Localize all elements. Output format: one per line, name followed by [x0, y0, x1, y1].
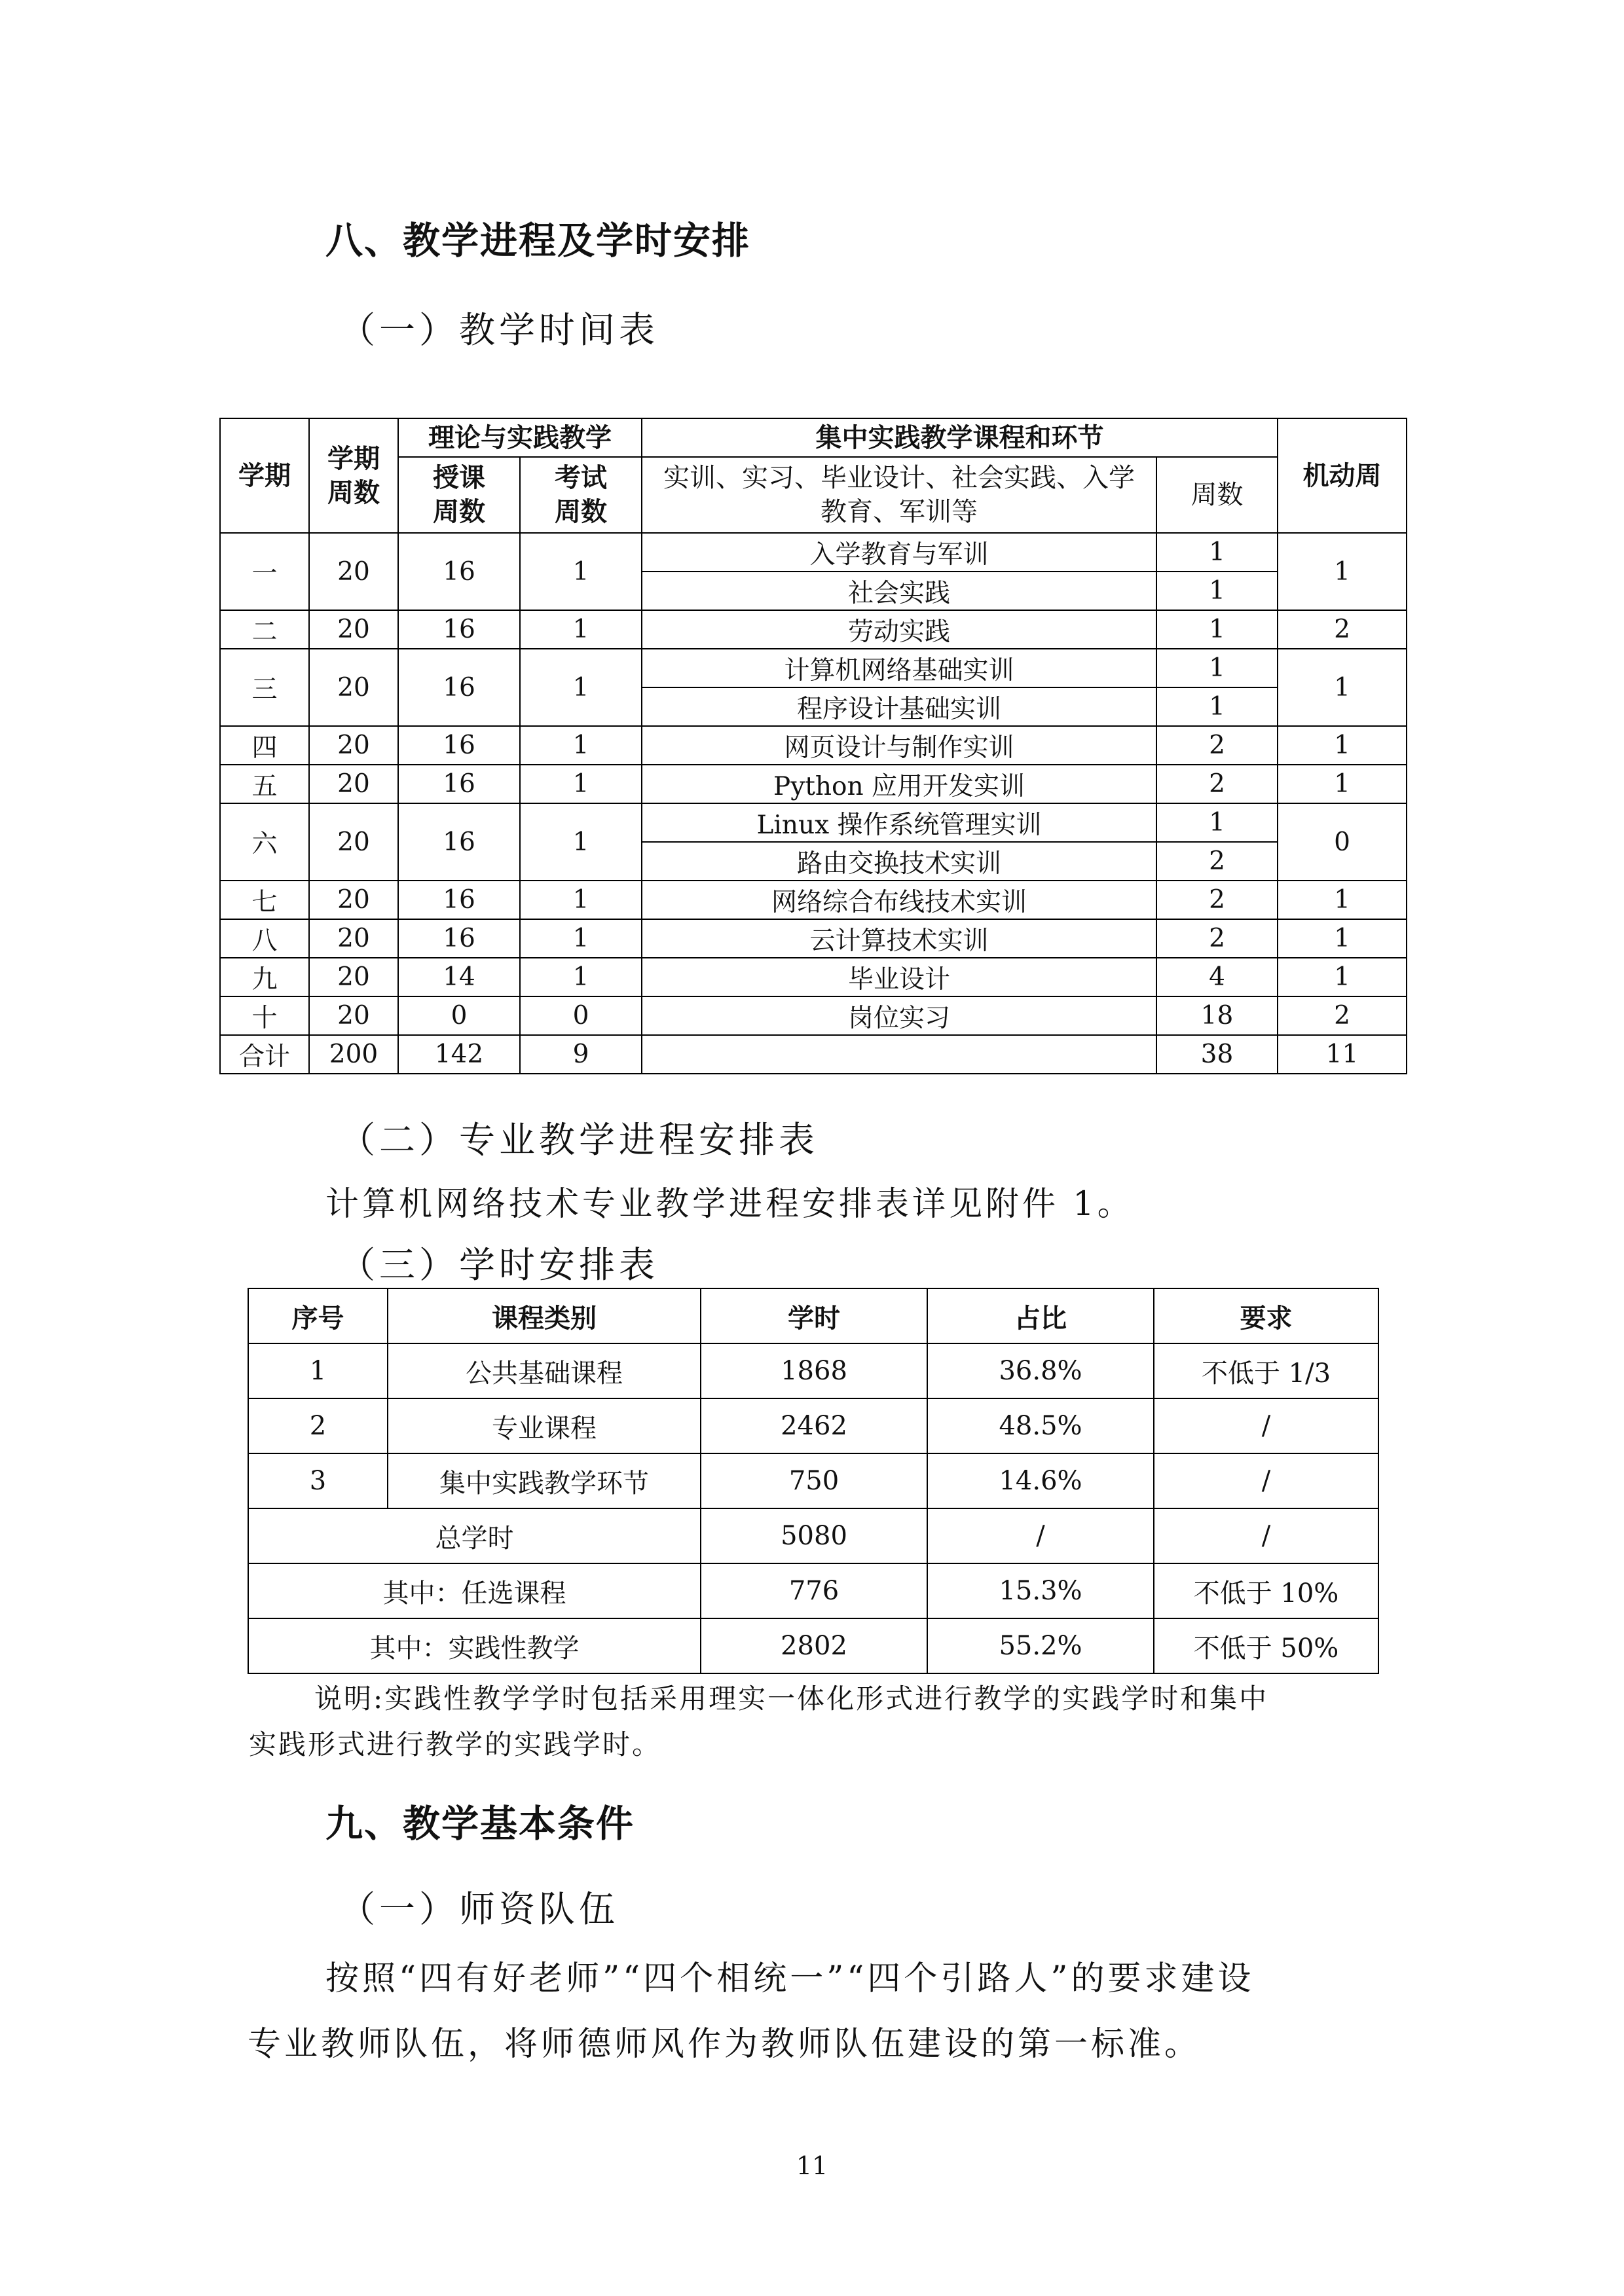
hours-cell: 750 — [701, 1453, 927, 1508]
teaching-weeks-cell: 16 — [398, 649, 520, 726]
table-row — [220, 958, 1407, 996]
subsection-9-1-line-2: 专业教师队伍，将师德师风作为教师队伍建设的第一标准。 — [248, 2025, 1202, 2064]
hours-cell: 5080 — [701, 1508, 927, 1563]
exam-weeks-cell: 1 — [520, 649, 642, 726]
practice-item-cell: 计算机网络基础实训 — [642, 649, 1156, 687]
table-row — [248, 1398, 1378, 1453]
flex-weeks-cell: 1 — [1278, 649, 1407, 726]
hours-cell: 2802 — [701, 1618, 927, 1673]
section-9-heading: 九、教学基本条件 — [325, 1802, 635, 1846]
table-row — [220, 996, 1407, 1035]
hours-cell: 776 — [701, 1563, 927, 1618]
term-weeks-cell: 20 — [309, 958, 398, 996]
practice-item-cell: Linux 操作系统管理实训 — [642, 803, 1156, 842]
practice-weeks-cell: 18 — [1156, 996, 1278, 1035]
practice-item-cell: Python 应用开发实训 — [642, 765, 1156, 803]
ratio-cell: 55.2% — [927, 1618, 1154, 1673]
summary-label-cell: 总学时 — [248, 1508, 701, 1563]
total-flex-cell: 11 — [1278, 1035, 1407, 1074]
table-row — [220, 765, 1407, 803]
total-weeks-cell: 38 — [1156, 1035, 1278, 1074]
summary-label-cell: 其中：实践性教学 — [248, 1618, 701, 1673]
header-practice-items: 实训、实习、毕业设计、社会实践、入学教育、军训等 — [642, 457, 1156, 533]
exam-weeks-cell: 1 — [520, 881, 642, 919]
term-cell: 二 — [220, 610, 309, 649]
flex-weeks-cell: 1 — [1278, 958, 1407, 996]
table-note — [249, 1676, 1388, 1768]
practice-item-cell: 入学教育与军训 — [642, 533, 1156, 572]
term-weeks-cell: 20 — [309, 996, 398, 1035]
exam-weeks-cell: 1 — [520, 919, 642, 958]
table-row — [248, 1343, 1378, 1398]
requirement-cell: 不低于 10% — [1154, 1563, 1378, 1618]
flex-weeks-cell: 1 — [1278, 881, 1407, 919]
subsection-1-heading: （一）教学时间表 — [339, 309, 659, 351]
flex-weeks-cell: 1 — [1278, 726, 1407, 765]
teaching-weeks-cell: 16 — [398, 919, 520, 958]
requirement-cell: / — [1154, 1398, 1378, 1453]
table-row — [220, 533, 1407, 572]
table-row — [248, 1453, 1378, 1508]
category-cell: 专业课程 — [388, 1398, 701, 1453]
teaching-weeks-cell: 16 — [398, 881, 520, 919]
exam-weeks-cell: 1 — [520, 610, 642, 649]
header-teaching-weeks: 授课周数 — [398, 457, 520, 533]
section-8-heading: 八、教学进程及学时安排 — [325, 219, 750, 263]
ratio-cell: 36.8% — [927, 1343, 1154, 1398]
header-exam-weeks: 考试周数 — [520, 457, 642, 533]
table-row — [220, 919, 1407, 958]
practice-item-cell: 网页设计与制作实训 — [642, 726, 1156, 765]
term-weeks-cell: 20 — [309, 765, 398, 803]
flex-weeks-cell: 2 — [1278, 996, 1407, 1035]
term-cell: 一 — [220, 533, 309, 610]
term-cell: 八 — [220, 919, 309, 958]
term-cell: 七 — [220, 881, 309, 919]
requirement-cell: 不低于 50% — [1154, 1618, 1378, 1673]
teaching-weeks-cell: 16 — [398, 726, 520, 765]
practice-item-cell: 网络综合布线技术实训 — [642, 881, 1156, 919]
term-weeks-cell: 20 — [309, 649, 398, 726]
total-teaching-cell: 142 — [398, 1035, 520, 1074]
term-weeks-cell: 20 — [309, 803, 398, 881]
term-weeks-cell: 20 — [309, 919, 398, 958]
summary-row — [248, 1618, 1378, 1673]
practice-weeks-cell: 1 — [1156, 533, 1278, 572]
subsection-2-text: 计算机网络技术专业教学进程安排表详见附件 1。 — [325, 1185, 1134, 1224]
header-term-weeks: 学期周数 — [309, 418, 398, 533]
summary-label-cell: 其中：任选课程 — [248, 1563, 701, 1618]
ratio-cell: 14.6% — [927, 1453, 1154, 1508]
term-cell: 五 — [220, 765, 309, 803]
teaching-weeks-cell: 16 — [398, 765, 520, 803]
practice-weeks-cell: 1 — [1156, 572, 1278, 610]
exam-weeks-cell: 1 — [520, 958, 642, 996]
flex-weeks-cell: 1 — [1278, 533, 1407, 610]
table-row — [220, 610, 1407, 649]
subsection-9-1-heading: （一）师资队伍 — [339, 1888, 619, 1930]
exam-weeks-cell: 1 — [520, 726, 642, 765]
flex-weeks-cell: 2 — [1278, 610, 1407, 649]
summary-row — [248, 1508, 1378, 1563]
total-exam-cell: 9 — [520, 1035, 642, 1074]
header-ratio: 占比 — [927, 1288, 1154, 1343]
practice-weeks-cell: 1 — [1156, 649, 1278, 687]
header-requirement: 要求 — [1154, 1288, 1378, 1343]
practice-weeks-cell: 2 — [1156, 842, 1278, 881]
term-weeks-cell: 20 — [309, 533, 398, 610]
category-cell: 公共基础课程 — [388, 1343, 701, 1398]
teaching-weeks-cell: 16 — [398, 803, 520, 881]
practice-weeks-cell: 1 — [1156, 803, 1278, 842]
header-flex-weeks: 机动周 — [1278, 418, 1407, 533]
practice-weeks-cell: 2 — [1156, 726, 1278, 765]
total-row — [220, 1035, 1407, 1074]
summary-row — [248, 1563, 1378, 1618]
term-cell: 六 — [220, 803, 309, 881]
exam-weeks-cell: 1 — [520, 803, 642, 881]
exam-weeks-cell: 1 — [520, 533, 642, 610]
teaching-weeks-cell: 14 — [398, 958, 520, 996]
ratio-cell: 48.5% — [927, 1398, 1154, 1453]
practice-item-cell: 岗位实习 — [642, 996, 1156, 1035]
flex-weeks-cell: 0 — [1278, 803, 1407, 881]
total-term-cell: 合计 — [220, 1035, 309, 1074]
term-weeks-cell: 20 — [309, 726, 398, 765]
practice-item-cell: 路由交换技术实训 — [642, 842, 1156, 881]
header-hours: 学时 — [701, 1288, 927, 1343]
flex-weeks-cell: 1 — [1278, 919, 1407, 958]
table-row — [220, 726, 1407, 765]
teaching-schedule-table — [219, 418, 1407, 1074]
requirement-cell: / — [1154, 1453, 1378, 1508]
header-theory-practice: 理论与实践教学 — [398, 418, 642, 457]
category-cell: 集中实践教学环节 — [388, 1453, 701, 1508]
term-cell: 九 — [220, 958, 309, 996]
header-practice-group: 集中实践教学课程和环节 — [642, 418, 1278, 457]
teaching-weeks-cell: 0 — [398, 996, 520, 1035]
table-row — [220, 881, 1407, 919]
practice-item-cell: 程序设计基础实训 — [642, 687, 1156, 726]
practice-weeks-cell: 2 — [1156, 881, 1278, 919]
practice-weeks-cell: 1 — [1156, 610, 1278, 649]
exam-weeks-cell: 0 — [520, 996, 642, 1035]
table-row — [220, 803, 1407, 842]
row-no-cell: 1 — [248, 1343, 388, 1398]
ratio-cell: / — [927, 1508, 1154, 1563]
term-cell: 十 — [220, 996, 309, 1035]
teaching-weeks-cell: 16 — [398, 533, 520, 610]
requirement-cell: / — [1154, 1508, 1378, 1563]
total-item-cell — [642, 1035, 1156, 1074]
term-cell: 四 — [220, 726, 309, 765]
table-row — [220, 649, 1407, 687]
row-no-cell: 3 — [248, 1453, 388, 1508]
flex-weeks-cell: 1 — [1278, 765, 1407, 803]
header-no: 序号 — [248, 1288, 388, 1343]
practice-item-cell: 劳动实践 — [642, 610, 1156, 649]
header-term: 学期 — [220, 418, 309, 533]
subsection-3-heading: （三）学时安排表 — [339, 1244, 659, 1286]
term-weeks-cell: 20 — [309, 610, 398, 649]
practice-item-cell: 云计算技术实训 — [642, 919, 1156, 958]
practice-item-cell: 毕业设计 — [642, 958, 1156, 996]
practice-item-cell: 社会实践 — [642, 572, 1156, 610]
term-weeks-cell: 20 — [309, 881, 398, 919]
practice-weeks-cell: 4 — [1156, 958, 1278, 996]
row-no-cell: 2 — [248, 1398, 388, 1453]
note-line-2: 实践形式进行教学的实践学时。 — [249, 1728, 662, 1760]
note-line-1: 说明:实践性教学学时包括采用理实一体化形式进行教学的实践学时和集中 — [314, 1683, 1269, 1715]
teaching-weeks-cell: 16 — [398, 610, 520, 649]
exam-weeks-cell: 1 — [520, 765, 642, 803]
practice-weeks-cell: 2 — [1156, 765, 1278, 803]
header-category: 课程类别 — [388, 1288, 701, 1343]
requirement-cell: 不低于 1/3 — [1154, 1343, 1378, 1398]
header-weeks: 周数 — [1156, 457, 1278, 533]
practice-weeks-cell: 1 — [1156, 687, 1278, 726]
total-term-weeks-cell: 200 — [309, 1035, 398, 1074]
credit-hours-table — [248, 1288, 1379, 1674]
hours-cell: 1868 — [701, 1343, 927, 1398]
term-cell: 三 — [220, 649, 309, 726]
subsection-2-heading: （二）专业教学进程安排表 — [339, 1119, 819, 1161]
subsection-9-1-line-1: 按照“四有好老师”“四个相统一”“四个引路人”的要求建设 — [325, 1959, 1255, 1998]
hours-cell: 2462 — [701, 1398, 927, 1453]
page-number: 11 — [796, 2151, 828, 2180]
ratio-cell: 15.3% — [927, 1563, 1154, 1618]
practice-weeks-cell: 2 — [1156, 919, 1278, 958]
